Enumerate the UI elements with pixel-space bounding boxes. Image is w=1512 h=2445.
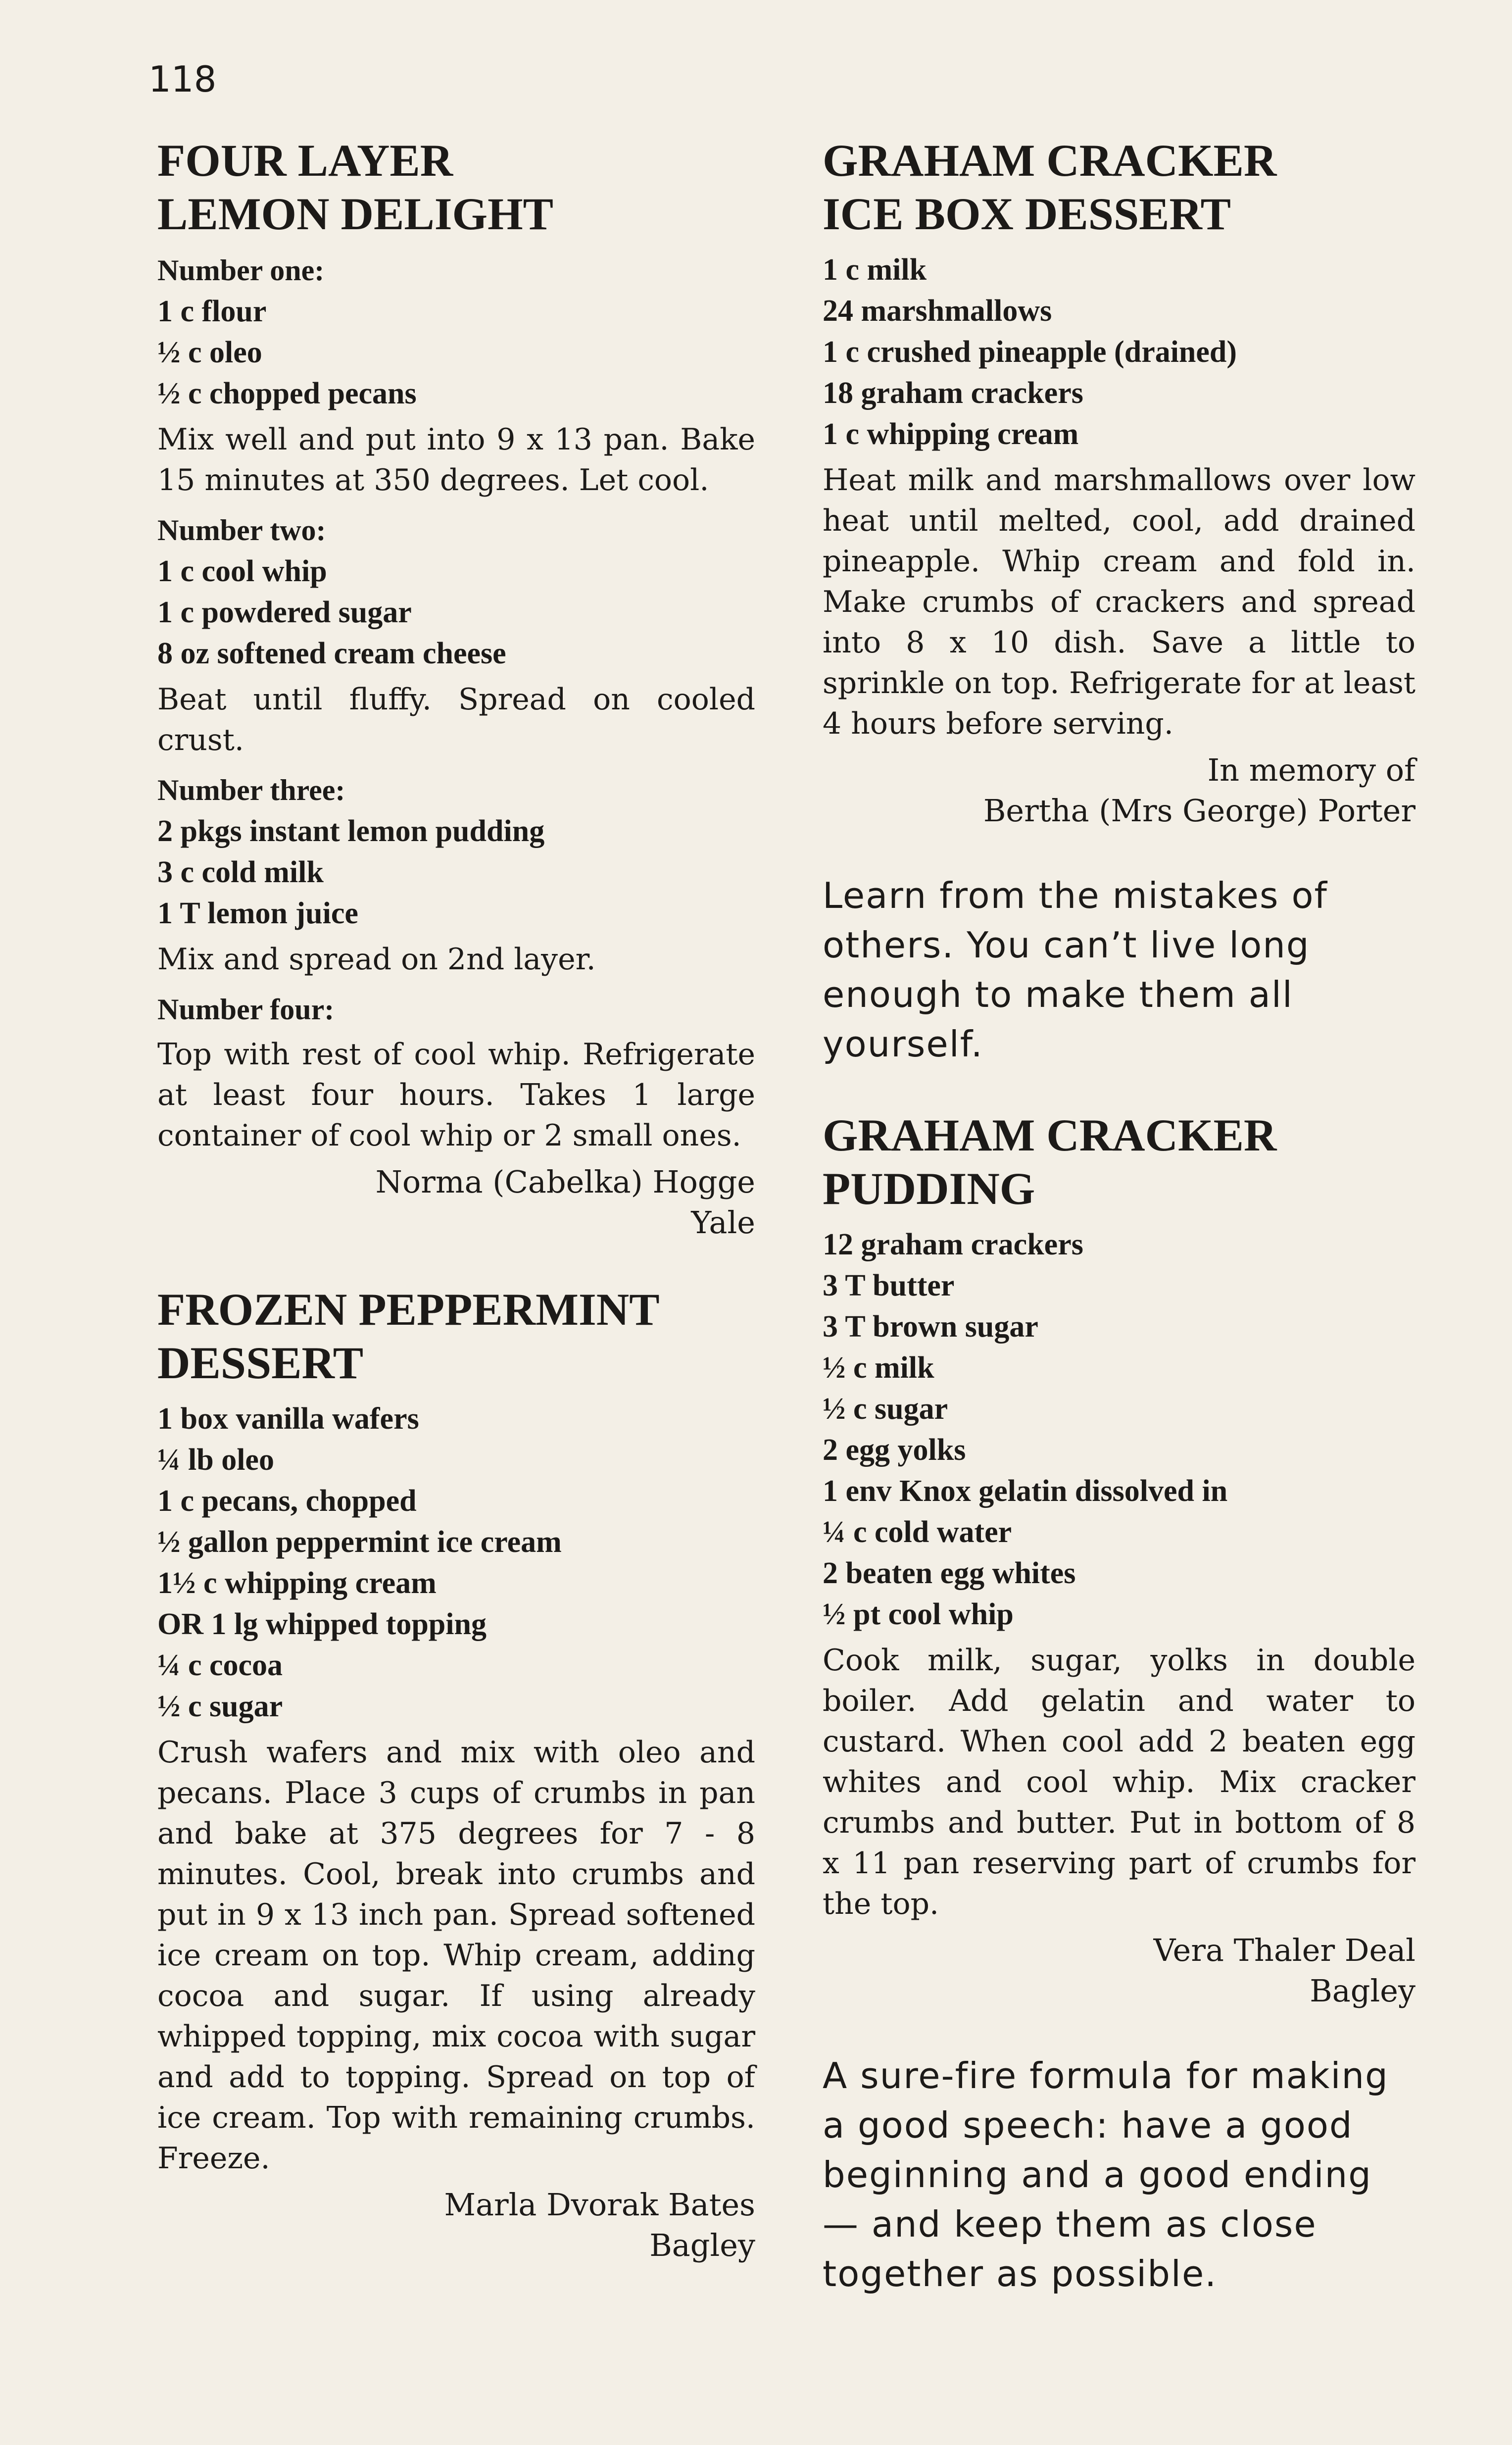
- ingredient: 18 graham crackers: [823, 376, 1083, 410]
- left-column: [157, 134, 755, 2266]
- ingredient: 12 graham crackers: [823, 1228, 1083, 1261]
- credit-place: Bagley: [649, 2227, 755, 2263]
- ingredient: 3 c cold milk: [157, 855, 324, 889]
- recipe-graham-cracker-pudding: [823, 1108, 1415, 2011]
- filler-quote: A sure-fire formula for making a good speech: have a good beginning and a good ending — and keep them as close together as possible.: [823, 2055, 1389, 2295]
- recipe-title: [823, 1108, 1415, 1215]
- ingredient: 1½ c whipping cream: [157, 1566, 437, 1600]
- recipe-title: [157, 1283, 755, 1390]
- page-number: 118: [148, 58, 217, 100]
- ingredient-list: [823, 249, 1415, 455]
- section-heading: Number three:: [157, 774, 345, 806]
- title-line: PUDDING: [823, 1163, 1035, 1214]
- ingredient: 1 T lemon juice: [157, 897, 358, 930]
- ingredient: ½ pt cool whip: [823, 1597, 1014, 1631]
- ingredient: ½ gallon peppermint ice cream: [157, 1525, 562, 1559]
- credit-name: Marla Dvorak Bates: [444, 2187, 755, 2223]
- ingredient: ¼ c cocoa: [157, 1648, 283, 1682]
- ingredient: ½ c sugar: [157, 1690, 283, 1723]
- credit-place: Yale: [691, 1204, 755, 1241]
- ingredient: 24 marshmallows: [823, 294, 1052, 328]
- filler-quote: Learn from the mistakes of others. You can’t live long enough to make them all yourself.: [823, 875, 1328, 1065]
- method-text: Top with rest of cool whip. Refrigerate at least four hours. Takes 1 large container of cool whip or 2 small ones.: [157, 1037, 755, 1153]
- ingredient: 1 c flour: [157, 295, 267, 328]
- ingredient: ¼ lb oleo: [157, 1443, 274, 1477]
- credit-name: Norma (Cabelka) Hogge: [375, 1164, 755, 1200]
- title-line: LEMON DELIGHT: [157, 189, 554, 239]
- section-heading: Number one:: [157, 254, 325, 287]
- section-heading: Number two:: [157, 514, 326, 547]
- ingredient: 8 oz softened cream cheese: [157, 637, 506, 670]
- method-text: Beat until fluffy. Spread on cooled crust.: [157, 682, 755, 757]
- spacer: [157, 1243, 755, 1283]
- ingredient: 1 env Knox gelatin dissolved in: [823, 1474, 1228, 1508]
- section-heading: Number four:: [157, 993, 335, 1026]
- recipe-graham-cracker-ice-box-dessert: [823, 134, 1415, 831]
- recipe-four-layer-lemon-delight: [157, 134, 755, 1243]
- ingredient: 2 pkgs instant lemon pudding: [157, 814, 545, 848]
- ingredient: OR 1 lg whipped topping: [157, 1607, 487, 1641]
- ingredient: 2 beaten egg whites: [823, 1556, 1076, 1590]
- ingredient: 1 box vanilla wafers: [157, 1402, 419, 1436]
- recipe-frozen-peppermint-dessert: [157, 1283, 755, 2266]
- recipe-title: [823, 134, 1415, 241]
- recipe-credit: [823, 750, 1415, 831]
- title-line: GRAHAM CRACKER: [823, 135, 1277, 186]
- ingredient: 3 T butter: [823, 1269, 955, 1302]
- title-line: DESSERT: [157, 1338, 364, 1388]
- ingredient: ½ c chopped pecans: [157, 377, 417, 410]
- spacer: [823, 831, 1415, 871]
- ingredient-list: [157, 291, 755, 414]
- ingredient: ½ c oleo: [157, 336, 262, 369]
- method-text: Mix and spread on 2nd layer.: [157, 942, 596, 977]
- method-text: Cook milk, sugar, yolks in double boiler. Add gelatin and water to custard. When cool add 2 beaten egg whites and cool whip. Mix cracker crumbs and butter. Put in bottom of 8 x 11 pan reserving part of crumbs for the top.: [823, 1643, 1415, 1921]
- ingredient-list: [157, 811, 755, 934]
- ingredient-list: [823, 1224, 1415, 1635]
- title-line: ICE BOX DESSERT: [823, 189, 1231, 239]
- recipe-credit: [823, 1930, 1415, 2011]
- ingredient: 2 egg yolks: [823, 1433, 966, 1467]
- ingredient-list: [157, 551, 755, 674]
- ingredient: ¼ c cold water: [823, 1515, 1012, 1549]
- credit-place: Bagley: [1310, 1973, 1415, 2009]
- ingredient: 1 c milk: [823, 253, 927, 287]
- recipe-credit: [157, 2185, 755, 2266]
- spacer: [823, 1069, 1415, 1108]
- recipe-credit: [157, 1162, 755, 1243]
- title-line: FOUR LAYER: [157, 135, 453, 186]
- title-line: FROZEN PEPPERMINT: [157, 1284, 660, 1335]
- method-text: Mix well and put into 9 x 13 pan. Bake 15 minutes at 350 degrees. Let cool.: [157, 422, 755, 498]
- ingredient: 1 c cool whip: [157, 554, 327, 588]
- title-line: GRAHAM CRACKER: [823, 1110, 1277, 1160]
- credit-line: In memory of: [1207, 752, 1415, 788]
- method-text: Heat milk and marshmallows over low heat until melted, cool, add drained pineapple. Whip cream and fold in. Make crumbs of crackers and spread into 8 x 10 dish. Save a little to sprinkle on top. Refrigerate for at least 4 hours before serving.: [823, 463, 1415, 741]
- ingredient: 1 c powdered sugar: [157, 596, 412, 629]
- ingredient: 3 T brown sugar: [823, 1310, 1038, 1344]
- recipe-title: [157, 134, 755, 241]
- ingredient: ½ c sugar: [823, 1392, 948, 1426]
- ingredient: ½ c milk: [823, 1351, 934, 1385]
- spacer: [823, 2011, 1415, 2051]
- credit-name: Vera Thaler Deal: [1153, 1932, 1415, 1968]
- ingredient-list: [157, 1398, 755, 1727]
- ingredient: 1 c pecans, chopped: [157, 1484, 417, 1518]
- method-text: Crush wafers and mix with oleo and pecans. Place 3 cups of crumbs in pan and bake at 375 degrees for 7 - 8 minutes. Cool, break into crumbs and put in 9 x 13 inch pan. Spread softened ice cream on top. Whip cream, adding cocoa and sugar. If using already whipped topping, mix cocoa with sugar and add to topping. Spread on top of ice cream. Top with remaining crumbs. Freeze.: [157, 1735, 755, 2176]
- ingredient: 1 c whipping cream: [823, 417, 1079, 451]
- right-column: [823, 134, 1415, 2298]
- credit-line: Bertha (Mrs George) Porter: [983, 793, 1415, 829]
- ingredient: 1 c crushed pineapple (drained): [823, 335, 1237, 369]
